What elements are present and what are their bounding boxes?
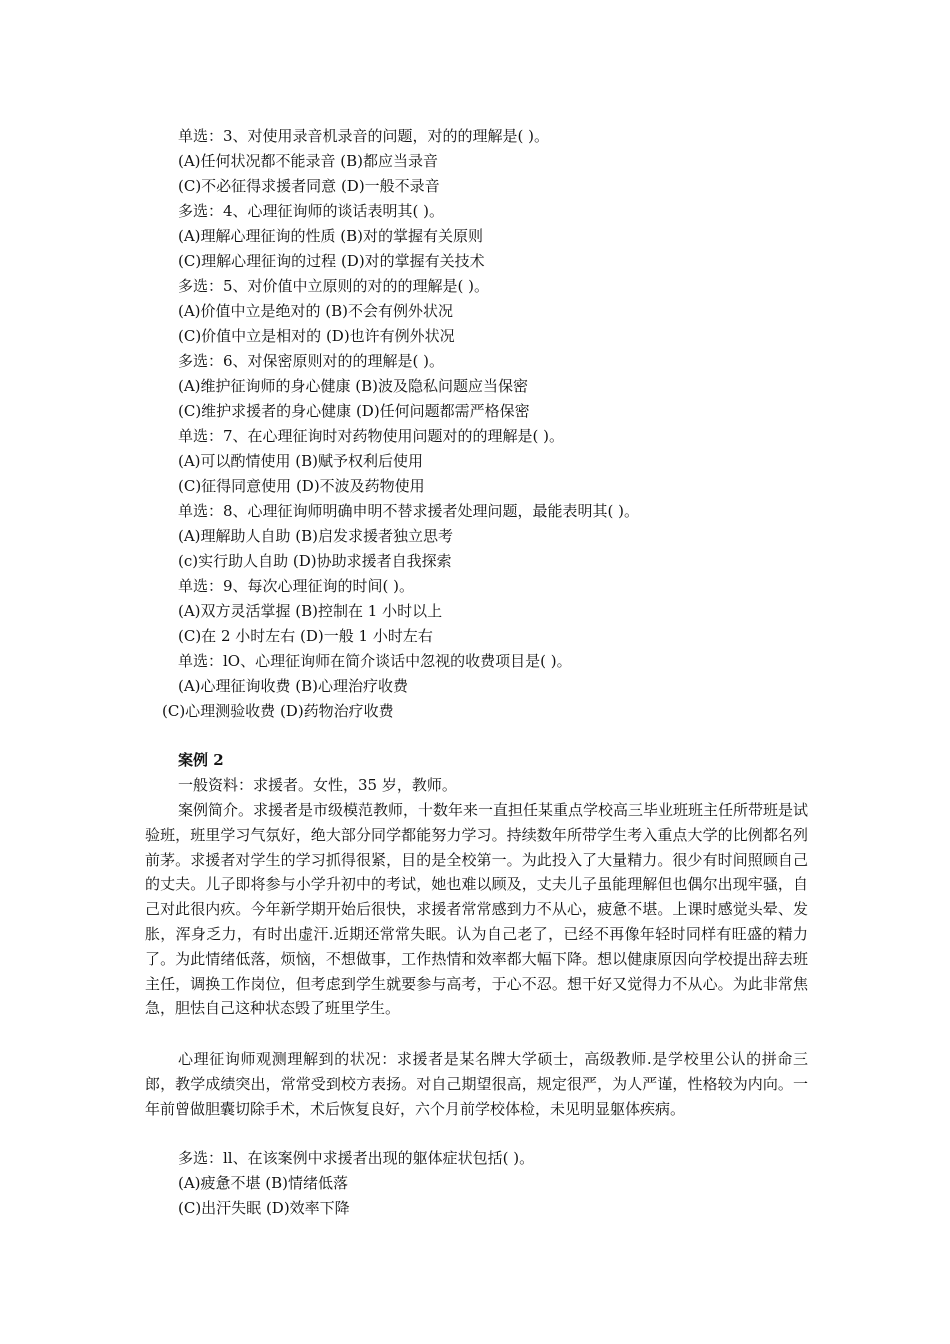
question-7: 单选：7、在心理征询时对药物使用问题对的的理解是( )。 — [178, 427, 565, 445]
question-8-options-cd: (c)实行助人自助 (D)协助求援者自我探索 — [178, 552, 452, 570]
question-5-options-ab: (A)价值中立是绝对的 (B)不会有例外状况 — [178, 302, 454, 320]
question-3-options-cd: (C)不必征得求援者同意 (D)一般不录音 — [178, 177, 440, 195]
question-4-options-ab: (A)理解心理征询的性质 (B)对的掌握有关原则 — [178, 227, 484, 245]
question-5-options-cd: (C)价值中立是相对的 (D)也许有例外状况 — [178, 327, 455, 345]
question-7-options-ab: (A)可以酌情使用 (B)赋予权利后使用 — [178, 452, 424, 470]
question-6-options-ab: (A)维护征询师的身心健康 (B)波及隐私问题应当保密 — [178, 377, 529, 395]
question-3-options-ab: (A)任何状况都不能录音 (B)都应当录音 — [178, 152, 439, 170]
question-11-options-ab: (A)疲惫不堪 (B)情绪低落 — [178, 1174, 349, 1192]
question-7-options-cd: (C)征得同意使用 (D)不波及药物使用 — [178, 477, 425, 495]
case-title: 案例 2 — [178, 751, 224, 769]
question-6-options-cd: (C)维护求援者的身心健康 (D)任何问题都需严格保密 — [178, 402, 530, 420]
question-10-options-ab: (A)心理征询收费 (B)心理治疗收费 — [178, 677, 409, 695]
question-8: 单选：8、心理征询师明确申明不替求援者处理问题，最能表明其( )。 — [178, 502, 640, 520]
question-4: 多选：4、心理征询师的谈话表明其( )。 — [178, 202, 445, 220]
question-10-options-cd: (C)心理测验收费 (D)药物治疗收费 — [162, 702, 394, 720]
case-intro-paragraph: 案例简介。求援者是市级模范教师，十数年来一直担任某重点学校高三毕业班班主任所带班是试验班，班里学习气氛好，绝大部分同学都能努力学习。持续数年所带学生考入重点大学的比例都名列前茅。求援者对学生的学习抓得很紧，目的是全校第一。为此投入了大量精力。很少有时间照顾自己的丈夫。儿子即将参与小学升初中的考试，她也难以顾及，丈夫儿子虽能理解但也偶尔出现牢骚，自己对此很内疚。今年新学期开始后很快，求援者常常感到力不从心，疲惫不堪。上课时感觉头晕、发胀，浑身乏力，有时出虚汗.近期还常常失眠。认为自己老了，已经不再像年轻时同样有旺盛的精力了。为此情绪低落，烦恼，不想做事，工作热情和效率都大幅下降。想以健康原因向学校提出辞去班主任，调换工作岗位，但考虑到学生就要参与高考，于心不忍。想干好又觉得力不从心。为此非常焦急，胆怯自己这种状态毁了班里学生。 — [145, 801, 809, 1018]
case-general-info: 一般资料：求援者。女性，35 岁，教师。 — [178, 776, 457, 794]
question-9-options-ab: (A)双方灵活掌握 (B)控制在 1 小时以上 — [178, 602, 443, 620]
question-4-options-cd: (C)理解心理征询的过程 (D)对的掌握有关技术 — [178, 252, 485, 270]
question-10: 单选：lO、心理征询师在简介谈话中忽视的收费项目是( )。 — [178, 652, 572, 670]
question-9-options-cd: (C)在 2 小时左右 (D)一般 1 小时左右 — [178, 627, 433, 645]
question-11: 多选：ll、在该案例中求援者出现的躯体症状包括( )。 — [178, 1149, 535, 1167]
question-3: 单选：3、对使用录音机录音的问题，对的的理解是( )。 — [178, 127, 550, 145]
question-5: 多选：5、对价值中立原则的对的的理解是( )。 — [178, 277, 490, 295]
question-6: 多选：6、对保密原则对的的理解是( )。 — [178, 352, 445, 370]
question-9: 单选：9、每次心理征询的时间( )。 — [178, 577, 415, 595]
question-8-options-ab: (A)理解助人自助 (B)启发求援者独立思考 — [178, 527, 454, 545]
question-11-options-cd: (C)出汗失眠 (D)效率下降 — [178, 1199, 350, 1217]
case-observation-paragraph: 心理征询师观测理解到的状况：求援者是某名牌大学硕士，高级教师.是学校里公认的拼命三郎，教学成绩突出，常常受到校方表扬。对自己期望很高，规定很严，为人严谨，性格较为内向。一年前曾做胆囊切除手术，术后恢复良好，六个月前学校体检，未见明显躯体疾病。 — [145, 1050, 808, 1118]
